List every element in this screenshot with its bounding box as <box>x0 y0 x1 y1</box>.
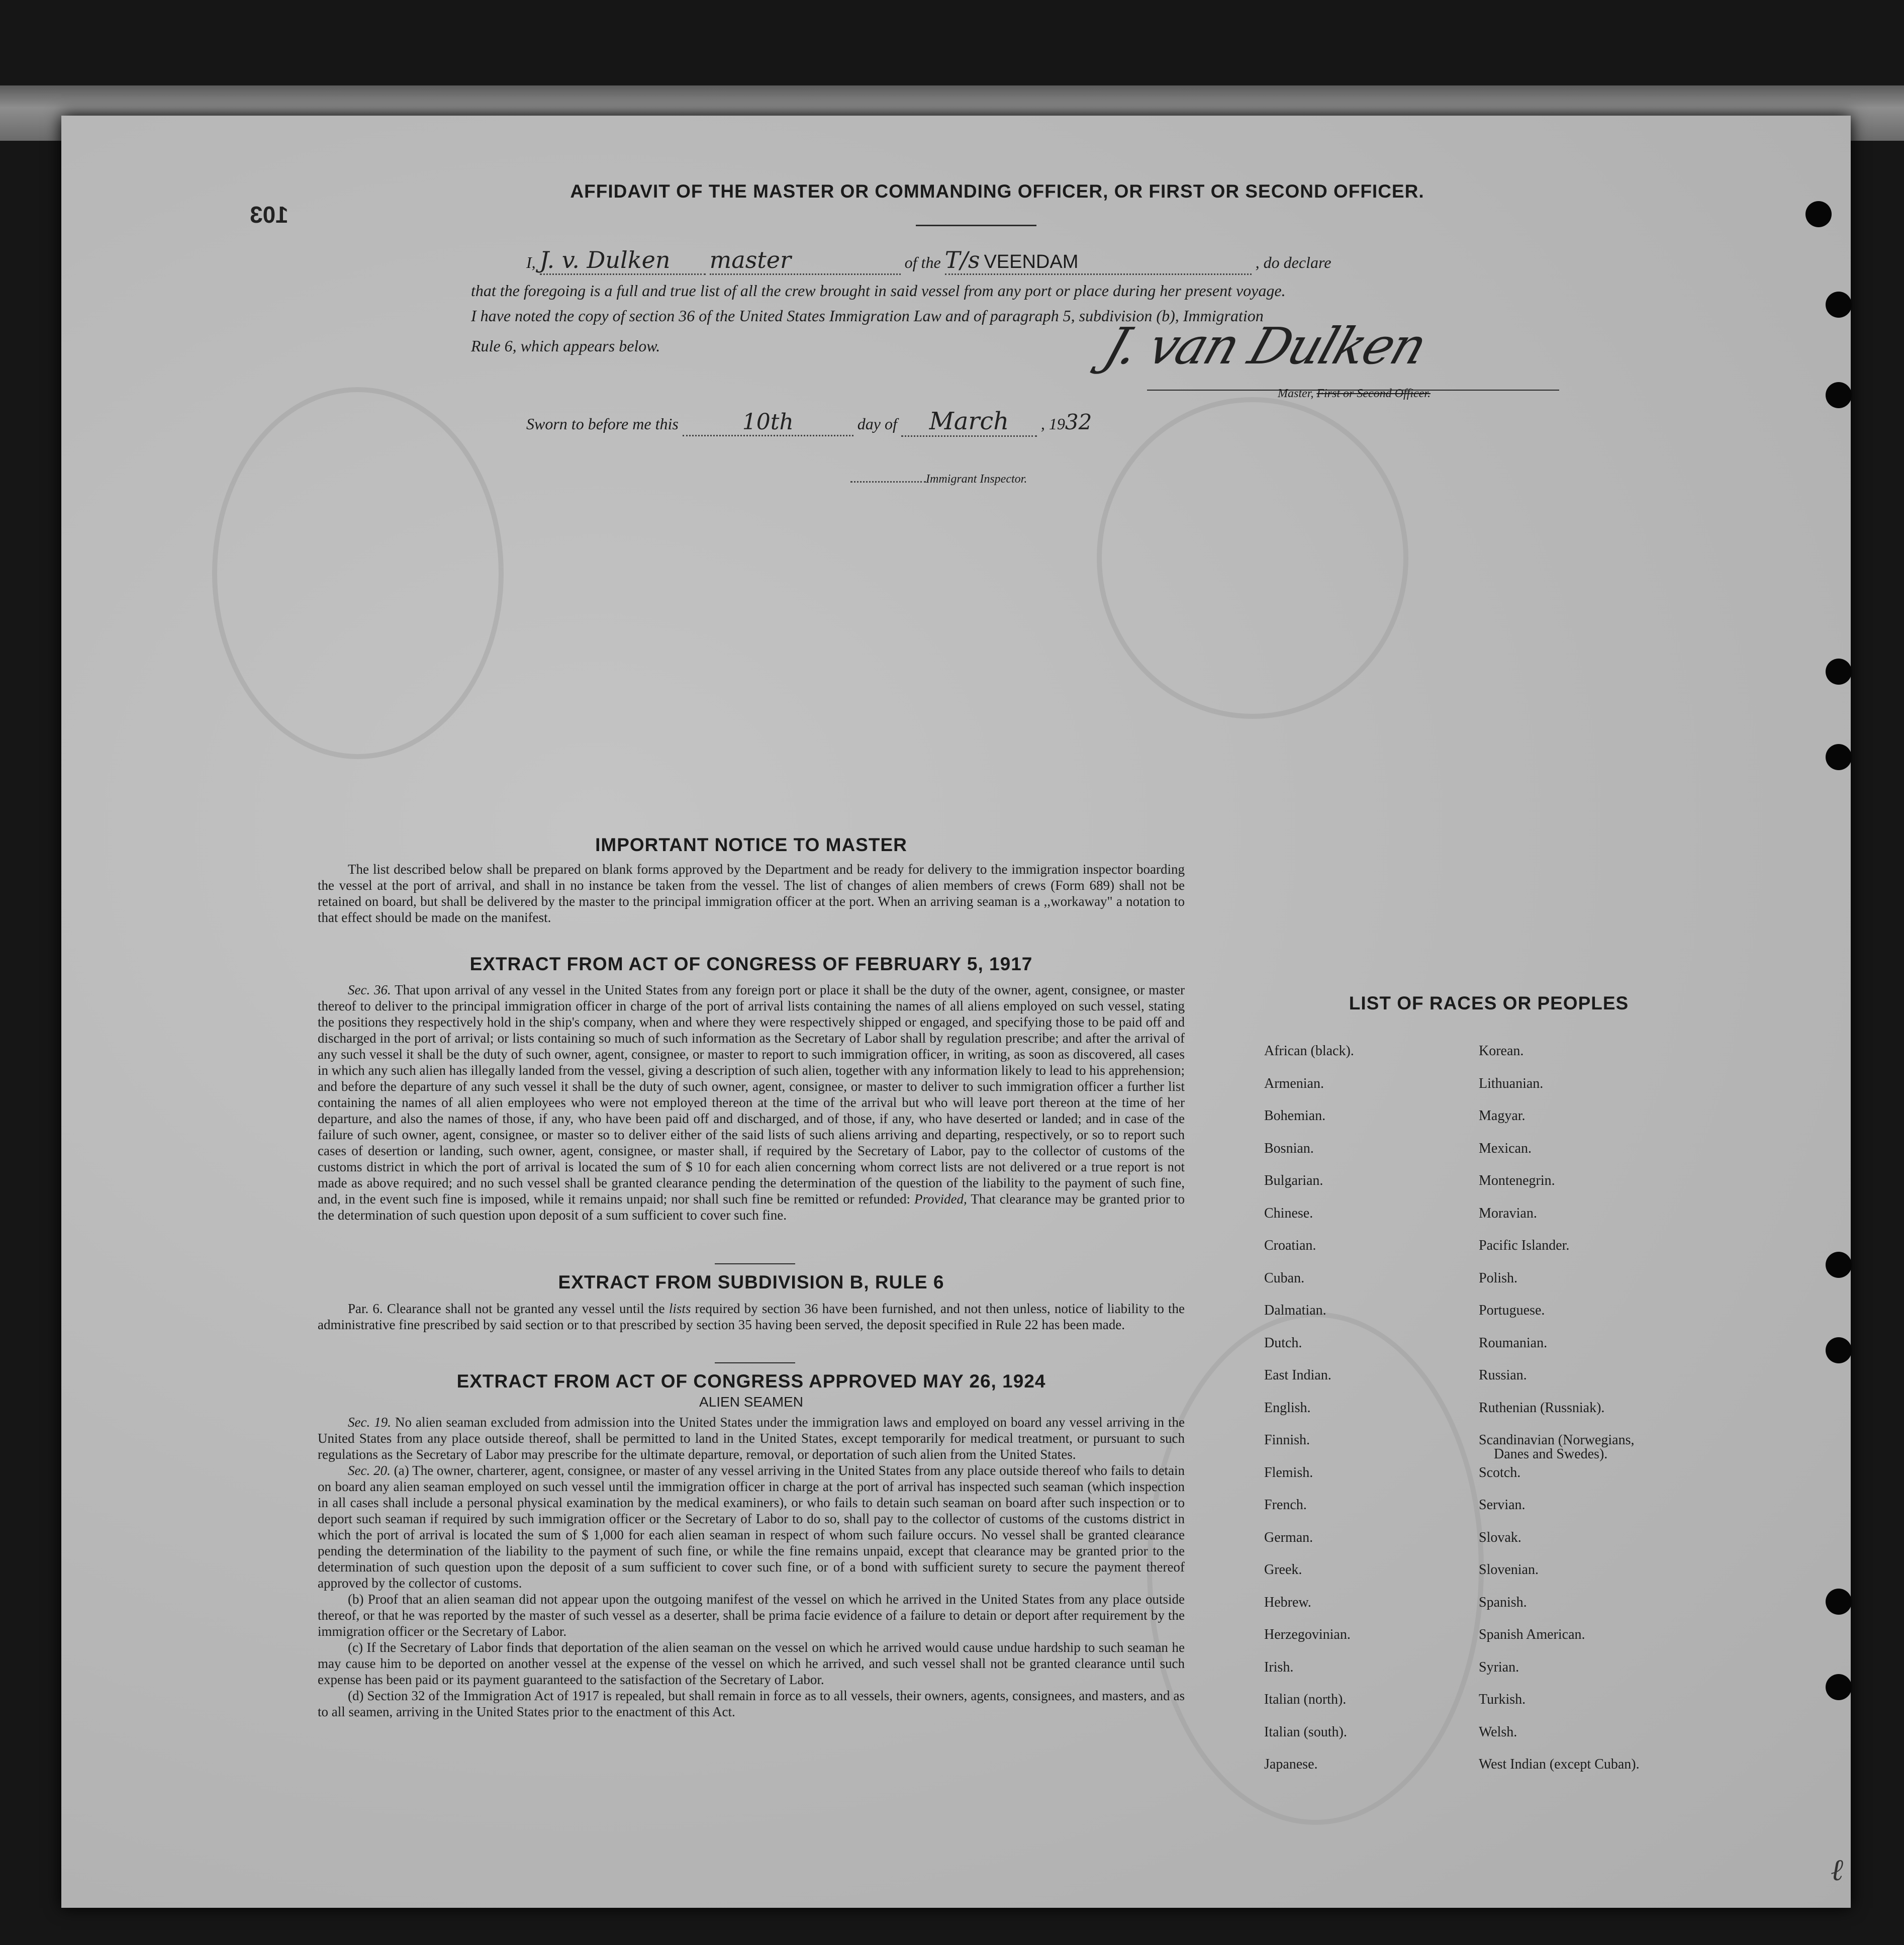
race-item: Montenegrin. <box>1479 1173 1555 1188</box>
race-item: Dalmatian. <box>1264 1303 1326 1318</box>
race-item: Bohemian. <box>1264 1108 1326 1124</box>
race-item: Ruthenian (Russniak). <box>1479 1400 1605 1416</box>
race-item: Dutch. <box>1264 1335 1302 1351</box>
notice-text <box>318 861 1185 925</box>
i-label: I, <box>526 253 536 271</box>
race-item: West Indian (except Cuban). <box>1479 1756 1640 1772</box>
race-item: Slovenian. <box>1479 1562 1539 1578</box>
extract-1924-subtitle: ALIEN SEAMEN <box>699 1394 803 1410</box>
inspector-line <box>850 473 1027 486</box>
sworn-line <box>526 407 1092 437</box>
vessel-name: VEENDAM <box>984 251 1079 272</box>
affidavit-title: AFFIDAVIT OF THE MASTER OR COMMANDING OFFICER, OR FIRST OR SECOND OFFICER. <box>570 181 1424 202</box>
sworn-month: March <box>929 407 1009 435</box>
race-item: Cuban. <box>1264 1270 1305 1286</box>
race-item: Herzegovinian. <box>1264 1627 1351 1642</box>
proviso-text: That clearance may be granted prior to the determination of such question upon deposit of a sum sufficient to cover such fine. <box>318 1191 1185 1223</box>
race-item: Greek. <box>1264 1562 1302 1578</box>
punch-hole <box>1826 292 1852 318</box>
punch-hole <box>1826 659 1852 685</box>
proviso-label: Provided, <box>914 1191 967 1207</box>
race-item: Scandinavian (Norwegians, Danes and Swedes). <box>1479 1432 1635 1462</box>
extract-1917-title: EXTRACT FROM ACT OF CONGRESS OF FEBRUARY 5, 1917 <box>469 954 1033 974</box>
divider <box>715 1362 795 1363</box>
race-item: Syrian. <box>1479 1659 1519 1675</box>
race-item: Portuguese. <box>1479 1303 1545 1318</box>
punch-hole <box>1826 1252 1852 1278</box>
affidavit-line-3: I have noted the copy of section 36 of the United States Immigration Law and of paragraph 5, subdivision (b), Immigration <box>471 307 1264 325</box>
corner-mark: ℓ <box>1831 1853 1843 1888</box>
race-item: Irish. <box>1264 1659 1294 1675</box>
race-item: Roumanian. <box>1479 1335 1548 1351</box>
race-item: Japanese. <box>1264 1756 1318 1772</box>
divider <box>916 225 1036 226</box>
month-field <box>901 407 1037 437</box>
punch-hole <box>1805 201 1832 227</box>
race-item: Turkish. <box>1479 1692 1526 1707</box>
rule6-text: Par. 6. Clearance shall not be granted any vessel until the lists required by section 36 have been furnished, and not then unless, notice of liability to the administrative fine prescribed by said section or to that prescribed by section 35 having been served, the deposit specified in Rule 22 has been made. <box>318 1301 1185 1332</box>
master-signature: J. van Dulken <box>1097 317 1433 376</box>
race-item: Finnish. <box>1264 1432 1310 1448</box>
race-item: Moravian. <box>1479 1205 1537 1221</box>
vessel-field <box>945 246 1252 275</box>
document-page <box>61 116 1851 1908</box>
race-item: Polish. <box>1479 1270 1518 1286</box>
races-right-column <box>1479 1043 1640 1789</box>
notice-title: IMPORTANT NOTICE TO MASTER <box>595 835 907 855</box>
race-item: Bosnian. <box>1264 1140 1314 1156</box>
race-item: Hebrew. <box>1264 1594 1311 1610</box>
punch-hole <box>1826 744 1852 770</box>
race-item: Italian (north). <box>1264 1692 1347 1707</box>
affidavit-line-2: that the foregoing is a full and true list of all the crew brought in said vessel from any port or place during her present voyage. <box>471 282 1286 300</box>
of-the-label: of the <box>904 253 941 271</box>
bleed-through-stamp-left <box>212 387 504 759</box>
bleed-through-stamp-right <box>1097 397 1408 719</box>
race-item: African (black). <box>1264 1043 1354 1059</box>
race-item: East Indian. <box>1264 1367 1331 1383</box>
sworn-year: 32 <box>1065 410 1092 434</box>
day-field <box>683 409 853 436</box>
sec36-label: Sec. 36. <box>348 982 391 997</box>
race-item: Pacific Islander. <box>1479 1238 1570 1253</box>
race-item: Spanish. <box>1479 1594 1527 1610</box>
race-item: Russian. <box>1479 1367 1527 1383</box>
signer-caption <box>1278 387 1431 401</box>
extract-1924-text: Sec. 19. No alien seaman excluded from admission into the United States under the immigration laws and employed on board any vessel arriving in the United States from any place outside thereof, shall be permitted to land in the United States, except temporarily for medical treatment, or pursuant to such regulations as the Secretary of Labor may prescribe for the ultimate departure, removal, or deportation of such alien from the United States. Sec. 20. (a) The owner, charterer, agent, consignee, or master of any vessel arriving in the United States from any place outside thereof who fails to detain on board any alien seaman employed on such vessel until the immigration officer in charge at the port of arrival has inspected such seaman (which inspection in all cases shall include a personal physical examination by the medical examiners), or who fails to detain such seaman on board after such inspection or to deport such seaman if required by such immigration officer or the Secretary of Labor to do so, shall pay to the collector of customs of the customs district in which the port of arrival is located the sum of $ 1,000 for each alien seaman in respect of whom such failure occurs. No vessel shall be granted clearance pending the determination of the liability to the payment of such fine, or while the fine remains unpaid, except that clearance may be granted prior to the determination of such question upon the deposit of a sum sufficient to cover such fine, or of a bond with sufficient surety to secure the payment thereof approved by the collector of customs. (b) Proof that an alien seaman did not appear upon the outgoing manifest of the vessel on which he arrived in the United States from any place outside thereof, or that he was reported by the master of such vessel as a deserter, shall be prima facie evidence of a failure to detain or deport after requirement by the immigration officer or the Secretary of Labor. (c) If the Secretary of Labor finds that deportation of the alien seaman on the vessel on which he arrived would cause undue hardship to such seaman he may cause him to be deported on another vessel at the expense of the vessel on which he arrived, and such vessel shall not be granted clearance until such expense has been paid or its payment guaranteed to the satisfaction of the Secretary of Labor. (d) Section 32 of the Immigration Act of 1917 is repealed, but shall remain in force as to all vessels, their owners, agents, consignees, and masters, and as to all seamen, arriving in the United States prior to the enactment of this Act. <box>318 1415 1185 1719</box>
race-item: Servian. <box>1479 1497 1526 1513</box>
race-item: Korean. <box>1479 1043 1524 1059</box>
race-item: Chinese. <box>1264 1205 1313 1221</box>
master-name: J. v. Dulken <box>539 246 671 273</box>
year-prefix: , 19 <box>1040 415 1065 433</box>
race-item: Bulgarian. <box>1264 1173 1323 1188</box>
sworn-day: 10th <box>742 409 794 435</box>
sec36-text: That upon arrival of any vessel in the United States from any foreign port or place it shall be the duty of the owner, agent, consignee, or master thereof to deliver to the principal immigration officer in charge of the port of arrival lists containing the names of all aliens employed on such vessel, stating the positions they respectively hold in the ship's company, when and where they were respectively shipped or engaged, and specifying those to be paid off and discharged in the port of arrival; or lists containing so much of such information as the Secretary of Labor shall by regulation prescribe; and after the arrival of any such vessel it shall be the duty of such owner, agent, consignee, or master to report to such immigration officer, in writing, as soon as discovered, all cases in which any such alien has illegally landed from the vessel, giving a description of such alien, together with any information likely to lead to his apprehension; and before the departure of any such vessel it shall be the duty of such owner, agent, consignee, or master to deliver to such immigration officer a further list containing the names of all alien employees who were not employed thereon at the time of the arrival but who will leave port thereon at the time of her departure, and also the names of those, if any, who have been paid off and discharged, and of those, if any, who have deserted or landed; and in case of the failure of such owner, agent, consignee, or master so to deliver either of the said lists of such aliens arriving and departing, respectively, or so to report such cases of desertion or landing, such owner, agent, consignee, or master shall, if required by the Secretary of Labor, pay to the collector of customs of the customs district in which the port of arrival is located the sum of $ 10 for each alien concerning whom correct lists are not delivered or a true report is not made as above required; and no such vessel shall be granted clearance pending the determination of the question of the liability to the payment of such fine, and, in the event such fine is imposed, while it remains unpaid; nor shall such fine be remitted or refunded: <box>318 982 1185 1207</box>
race-item: Magyar. <box>1479 1108 1526 1124</box>
signer-caption-master: Master, <box>1278 387 1317 400</box>
inspector-caption: Immigrant Inspector. <box>926 473 1027 486</box>
race-item: Lithuanian. <box>1479 1075 1544 1091</box>
divider <box>715 1263 795 1264</box>
sworn-label: Sworn to before me this <box>526 415 679 433</box>
race-item: Italian (south). <box>1264 1724 1347 1740</box>
affidavit-line-4: Rule 6, which appears below. <box>471 337 660 355</box>
race-item: Scotch. <box>1479 1464 1521 1480</box>
rule6-title: EXTRACT FROM SUBDIVISION B, RULE 6 <box>558 1272 944 1292</box>
punch-hole <box>1826 1337 1852 1363</box>
signer-caption-struck: First or Second Officer. <box>1316 387 1431 400</box>
race-item: Armenian. <box>1264 1075 1324 1091</box>
races-left-column <box>1264 1043 1354 1789</box>
races-title: LIST OF RACES OR PEOPLES <box>1349 993 1629 1013</box>
do-declare-label: , do declare <box>1255 253 1331 271</box>
name-field <box>540 246 706 275</box>
extract-1917-text <box>318 982 1185 1223</box>
rank-field <box>710 246 901 275</box>
vessel-prefix: T/s <box>944 246 980 273</box>
notice-paragraph: The list described below shall be prepared on blank forms approved by the Department and be ready for delivery to the immigration inspector boarding the vessel at the port of arrival, and shall in no instance be taken from the vessel. The list of changes of alien members of crews (Form 689) shall not be retained on board, but shall be delivered by the master to the principal immigration officer at the port. When an arriving seaman is a ,,workaway" a notation to that effect should be made on the manifest. <box>318 862 1185 925</box>
race-item: German. <box>1264 1529 1313 1545</box>
punch-hole <box>1826 1674 1852 1700</box>
race-item: Welsh. <box>1479 1724 1517 1740</box>
master-rank: master <box>709 246 792 273</box>
race-item: Spanish American. <box>1479 1627 1585 1642</box>
punch-hole <box>1826 1589 1852 1615</box>
race-item: English. <box>1264 1400 1311 1416</box>
punch-hole <box>1826 382 1852 408</box>
race-item-wrap: Danes and Swedes). <box>1494 1446 1608 1462</box>
affidavit-declaration-line <box>526 246 1331 275</box>
page-number: 103 <box>250 202 289 228</box>
race-item: Mexican. <box>1479 1140 1532 1156</box>
race-item: Flemish. <box>1264 1464 1313 1480</box>
race-item: Croatian. <box>1264 1238 1316 1253</box>
race-item: Slovak. <box>1479 1529 1521 1545</box>
day-of-label: day of <box>857 415 897 433</box>
race-item: French. <box>1264 1497 1307 1513</box>
extract-1924-title: EXTRACT FROM ACT OF CONGRESS APPROVED MAY 26, 1924 <box>456 1371 1046 1392</box>
